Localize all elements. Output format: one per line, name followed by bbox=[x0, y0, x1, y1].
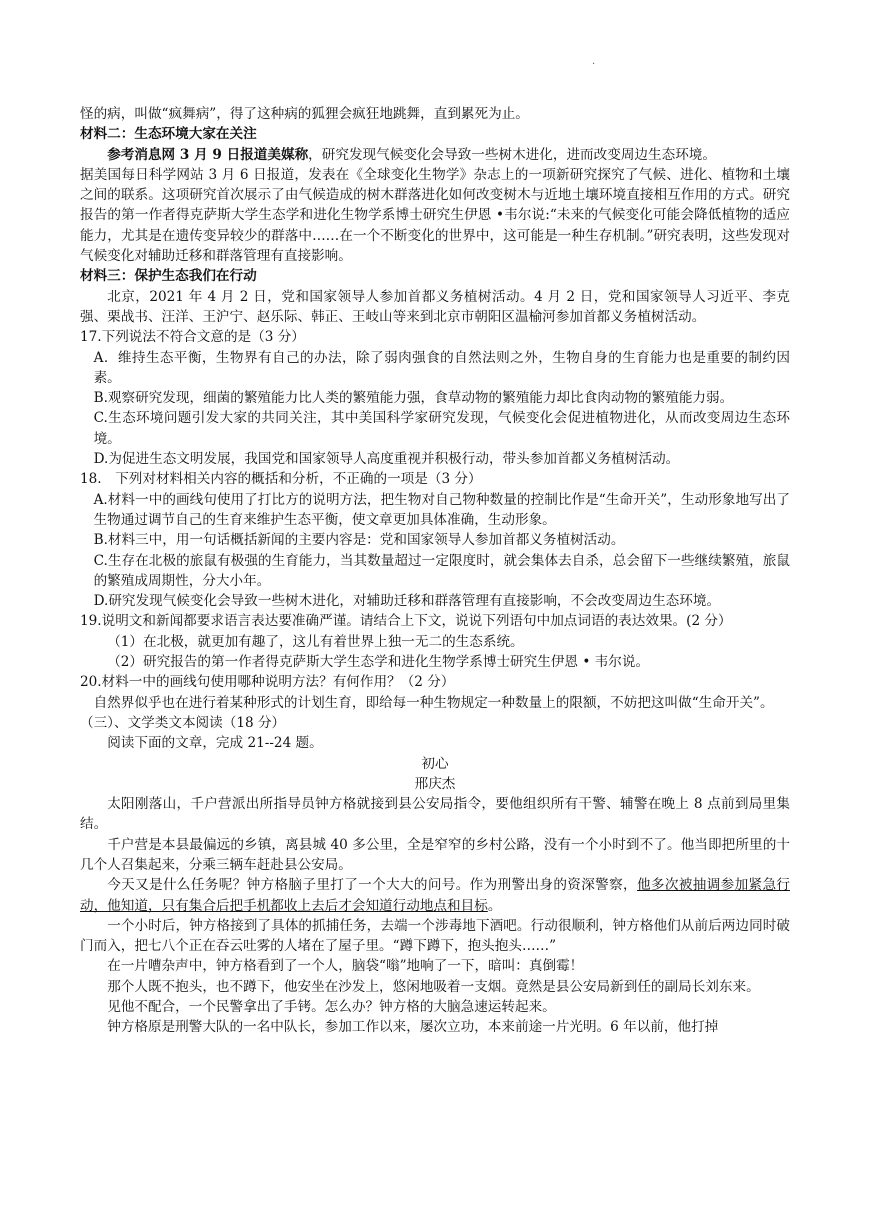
sub-question-2: （2）研究报告的第一作者得克萨斯大学生态学和进化生物学系博士研究生伊恩 • 韦尔说。 bbox=[107, 654, 650, 671]
header-dot: . bbox=[592, 56, 596, 67]
option-d: D.为促进生态文明发展，我国党和国家领导人高度重视并积极行动，带头参加首都义务植树活动。 bbox=[93, 451, 680, 468]
option-b: B.材料三中，用一句话概括新闻的主要内容是：党和国家领导人参加首都义务植树活动。 bbox=[93, 532, 625, 549]
question-19: 19.说明文和新闻都要求语言表达要准确严谨。请结合上下文，说说下列语句中加点词语的表达效果。(2 分） bbox=[80, 613, 732, 630]
question-20: 20.材料一中的画线句使用哪种说明方法？有何作用？（2 分） bbox=[80, 674, 455, 691]
document-body bbox=[80, 104, 790, 1038]
question-17: 17.下列说法不符合文意的是（3 分） bbox=[80, 329, 305, 346]
option-a: A．维持生态平衡，生物界有自己的办法，除了弱肉强食的自然法则之外，生物自身的生育能力也是重要的制约因素。 bbox=[93, 349, 790, 386]
question-18: 18. 下列对材料相关内容的概括和分析，不正确的一项是（3 分） bbox=[80, 471, 482, 488]
story-title: 初心 bbox=[421, 755, 449, 772]
paragraph bbox=[80, 145, 790, 165]
option-c: C.生态环境问题引发大家的共同关注，其中美国科学家研究发现，气候变化会促进植物进化，从而改变周边生态环境。 bbox=[93, 410, 790, 447]
paragraph: 太阳刚落山，千户营派出所指导员钟方格就接到县公安局指令，要他组织所有干警、辅警在晚上 8 点前到局里集结。 bbox=[80, 796, 790, 833]
instructions: 阅读下面的文章，完成 21--24 题。 bbox=[107, 735, 323, 752]
paragraph: 怪的病，叫做“疯舞病”，得了这种病的狐狸会疯狂地跳舞，直到累死为止。 bbox=[80, 106, 529, 122]
paragraph: 一个小时后，钟方格接到了具体的抓捕任务，去端一个涉毒地下酒吧。行动很顺利，钟方格他们从前后两边同时破门而入，把七八个正在吞云吐雾的人堵在了屋子里。“蹲下蹲下，抱头抱头……” bbox=[80, 917, 790, 955]
paragraph: 在一片嘈杂声中，钟方格看到了一个人，脑袋“嗡”地响了一下，暗叫：真倒霉！ bbox=[107, 958, 584, 975]
text-run: 。 bbox=[487, 897, 502, 914]
option-c: C.生存在北极的旅鼠有极强的生育能力，当其数量超过一定限度时，就会集体去自杀，总会留下一些继续繁殖，旅鼠的繁殖成周期性，分大小年。 bbox=[93, 552, 790, 589]
text-run: 今天又是什么任务呢？钟方格脑子里打了一个大大的问号。作为刑警出身的资深警察， bbox=[107, 877, 637, 894]
sub-question-1: （1）在北极，就更加有趣了，这儿有着世界上独一无二的生态系统。 bbox=[107, 633, 524, 650]
section-heading: 材料三：保护生态我们在行动 bbox=[80, 268, 257, 285]
paragraph: 那个人既不抱头，也不蹲下，他安坐在沙发上，悠闲地吸着一支烟。竟然是县公安局新到任的副局长刘东来。 bbox=[107, 978, 760, 995]
bold-lead: 参考消息网 3 月 9 日报道美媒称 bbox=[107, 146, 309, 163]
option-a: A.材料一中的画线句使用了打比方的说明方法，把生物对自己物种数量的控制比作是“生命开关”，生动形象地写出了生物通过调节自己的生育来维护生态平衡，使文章更加具体准确，生动形象。 bbox=[93, 491, 790, 528]
underlined-sentence: 他多次被抽调参加紧急行动，他知道，只有集合后把手机都收上去后才会知道行动地点和目标 bbox=[80, 877, 790, 914]
text-run: ，研究发现气候变化会导致一些树木进化，进而改变周边生态环境。 bbox=[308, 146, 716, 163]
section-heading: （三）、文学类文本阅读（18 分） bbox=[80, 714, 286, 731]
paragraph bbox=[80, 875, 790, 916]
paragraph: 千户营是本县最偏远的乡镇，离县城 40 多公里，全是窄窄的乡村公路，没有一个小时到不了。他当即把所里的十几个人召集起来，分乘三辆车赶赴县公安局。 bbox=[80, 836, 790, 873]
paragraph: 见他不配合，一个民警拿出了手铐。怎么办？钟方格的大脑急速运转起来。 bbox=[107, 999, 556, 1016]
paragraph: 钟方格原是刑警大队的一名中队长，参加工作以来，屡次立功，本来前途一片光明。6 年以前，他打掉 bbox=[107, 1019, 719, 1036]
option-b: B.观察研究发现，细菌的繁殖能力比人类的繁殖能力强，食草动物的繁殖能力却比食肉动物的繁殖能力弱。 bbox=[93, 390, 734, 407]
story-author: 邢庆杰 bbox=[414, 775, 456, 792]
paragraph: 北京，2021 年 4 月 2 日，党和国家领导人参加首都义务植树活动。4 月 2 日，党和国家领导人习近平、李克强、栗战书、汪洋、王沪宁、赵乐际、韩正、王岐山等来到北京市朝阳区温榆河参加首都义务植树活动。 bbox=[80, 288, 790, 325]
paragraph: 据美国每日科学网站 3 月 6 日报道，发表在《全球变化生物学》杂志上的一项新研究探究了气候、进化、植物和土壤之间的联系。这项研究首次展示了由气候造成的树木群落进化如何改变树木与近地土壤环境直接相互作用的方式。研究报告的第一作者得克萨斯大学生态学和进化生物学系博士研究生伊恩 •韦尔说:“未来的气候变化可能会降低植物的适应能力，尤其是在遗传变异较少的群落中……在一个不断变化的世界中，这可能是一种生存机制。”研究表明，这些发现对气候变化对辅助迁移和群落管理有直接影响。 bbox=[80, 166, 790, 265]
quoted-sentence: 自然界似乎也在进行着某种形式的计划生育，即给每一种生物规定一种数量上的限额，不妨把这叫做“生命开关”。 bbox=[93, 694, 774, 711]
section-heading: 材料二：生态环境大家在关注 bbox=[80, 126, 257, 143]
option-d: D.研究发现气候变化会导致一些树木进化，对辅助迁移和群落管理有直接影响，不会改变周边生态环境。 bbox=[93, 593, 721, 610]
